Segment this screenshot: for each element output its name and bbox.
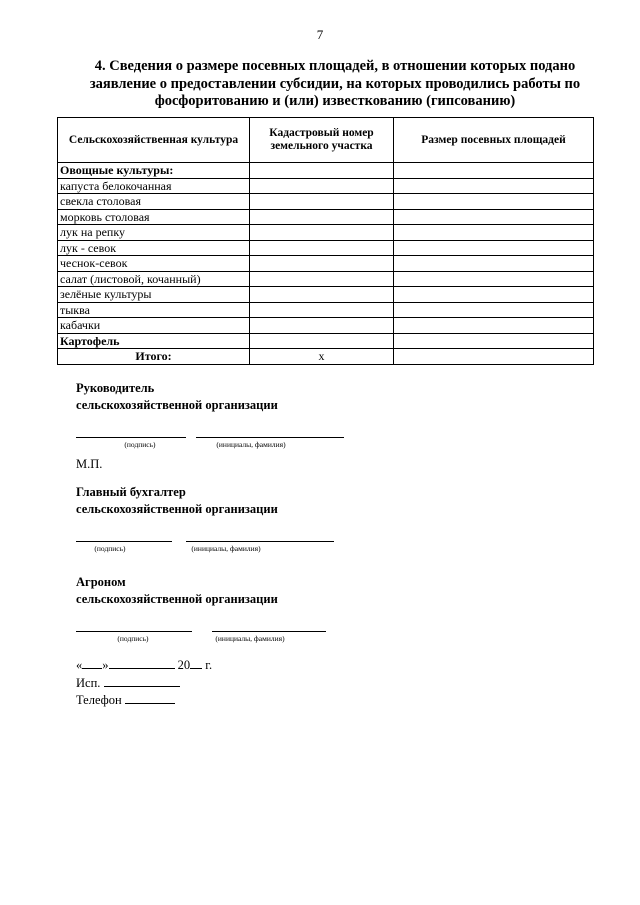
table-row — [58, 178, 594, 194]
cadastral-cell[interactable] — [250, 225, 394, 241]
area-cell[interactable] — [394, 256, 594, 272]
table-row — [58, 194, 594, 210]
cadastral-cell[interactable] — [250, 240, 394, 256]
area-cell[interactable] — [394, 225, 594, 241]
agronomist-sign-caption: (подпись) — [117, 634, 149, 643]
head-sign-caption: (подпись) — [124, 440, 156, 449]
agronomist-name-line[interactable] — [212, 631, 326, 632]
total-cadastral: х — [250, 349, 394, 365]
cadastral-cell[interactable] — [250, 163, 394, 179]
header-crop: Сельскохозяйственная культура — [58, 118, 250, 163]
crop-cell: лук на репку — [58, 225, 250, 241]
total-row — [58, 349, 594, 365]
cadastral-cell[interactable] — [250, 178, 394, 194]
area-cell[interactable] — [394, 240, 594, 256]
crop-cell: свекла столовая — [58, 194, 250, 210]
table-row — [58, 209, 594, 225]
accountant-title-line2: сельскохозяйственной организации — [76, 502, 278, 516]
area-cell[interactable] — [394, 178, 594, 194]
executor-line — [76, 675, 180, 691]
cadastral-cell[interactable] — [250, 271, 394, 287]
cadastral-cell[interactable] — [250, 209, 394, 225]
table-row — [58, 302, 594, 318]
accountant-signature-block — [76, 484, 278, 518]
crop-cell: зелёные культуры — [58, 287, 250, 303]
head-signature-block — [76, 380, 278, 414]
group-label: Картофель — [58, 333, 250, 349]
date-year-field[interactable] — [190, 657, 202, 669]
executor-label: Исп. — [76, 676, 101, 690]
stamp-label: М.П. — [76, 457, 103, 471]
crop-cell: капуста белокочанная — [58, 178, 250, 194]
executor-field[interactable] — [104, 675, 180, 687]
accountant-title-line1: Главный бухгалтер — [76, 485, 186, 499]
head-title-line1: Руководитель — [76, 381, 155, 395]
area-cell[interactable] — [394, 302, 594, 318]
table-row — [58, 256, 594, 272]
date-month-field[interactable] — [109, 657, 175, 669]
accountant-sign-caption: (подпись) — [94, 544, 126, 553]
date-close-quote: » — [102, 658, 109, 672]
total-area-cell[interactable] — [394, 349, 594, 365]
date-open-quote: « — [76, 658, 83, 672]
accountant-sign-line[interactable] — [76, 541, 172, 542]
cadastral-cell[interactable] — [250, 287, 394, 303]
crop-cell: кабачки — [58, 318, 250, 334]
group-row-vegetables — [58, 163, 594, 179]
table-row — [58, 287, 594, 303]
cadastral-cell[interactable] — [250, 333, 394, 349]
area-cell[interactable] — [394, 318, 594, 334]
head-sign-line[interactable] — [76, 437, 186, 438]
area-cell[interactable] — [394, 194, 594, 210]
group-row-potato — [58, 333, 594, 349]
agronomist-name-caption: (инициалы, фамилия) — [215, 634, 285, 643]
area-cell[interactable] — [394, 287, 594, 303]
area-cell[interactable] — [394, 271, 594, 287]
area-cell[interactable] — [394, 163, 594, 179]
section-title: 4. Сведения о размере посевных площадей, в отношении которых подано заявление о предоставлении субсидии, на которых проводились работы по фосфоритованию и (или) известкованию (гипсованию) — [89, 58, 581, 109]
sown-area-table — [57, 117, 594, 365]
group-label: Овощные культуры: — [58, 163, 250, 179]
accountant-name-line[interactable] — [186, 541, 334, 542]
phone-label: Телефон — [76, 693, 122, 707]
agronomist-title-line2: сельскохозяйственной организации — [76, 592, 278, 606]
page-number: 7 — [316, 27, 324, 42]
crop-cell: морковь столовая — [58, 209, 250, 225]
table-row — [58, 318, 594, 334]
head-title-line2: сельскохозяйственной организации — [76, 398, 278, 412]
area-cell[interactable] — [394, 209, 594, 225]
date-year-prefix: 20 — [177, 658, 191, 672]
area-cell[interactable] — [394, 333, 594, 349]
total-label: Итого: — [58, 349, 250, 365]
cadastral-cell[interactable] — [250, 302, 394, 318]
phone-line — [76, 692, 175, 708]
head-name-line[interactable] — [196, 437, 344, 438]
date-suffix: г. — [205, 658, 213, 672]
table-row — [58, 271, 594, 287]
agronomist-sign-line[interactable] — [76, 631, 192, 632]
head-name-caption: (инициалы, фамилия) — [216, 440, 286, 449]
crop-cell: салат (листовой, кочанный) — [58, 271, 250, 287]
table-row — [58, 225, 594, 241]
cadastral-cell[interactable] — [250, 194, 394, 210]
table-header-row — [58, 118, 594, 163]
date-line — [76, 657, 212, 673]
crop-cell: лук - севок — [58, 240, 250, 256]
cadastral-cell[interactable] — [250, 256, 394, 272]
accountant-name-caption: (инициалы, фамилия) — [191, 544, 261, 553]
crop-cell: чеснок-севок — [58, 256, 250, 272]
agronomist-title-line1: Агроном — [76, 575, 126, 589]
phone-field[interactable] — [125, 692, 175, 704]
cadastral-cell[interactable] — [250, 318, 394, 334]
crop-cell: тыква — [58, 302, 250, 318]
header-cadastral: Кадастровый номер земельного участка — [250, 118, 394, 163]
date-day-field[interactable] — [82, 657, 102, 669]
header-area: Размер посевных площадей — [394, 118, 594, 163]
agronomist-signature-block — [76, 574, 278, 608]
table-row — [58, 240, 594, 256]
